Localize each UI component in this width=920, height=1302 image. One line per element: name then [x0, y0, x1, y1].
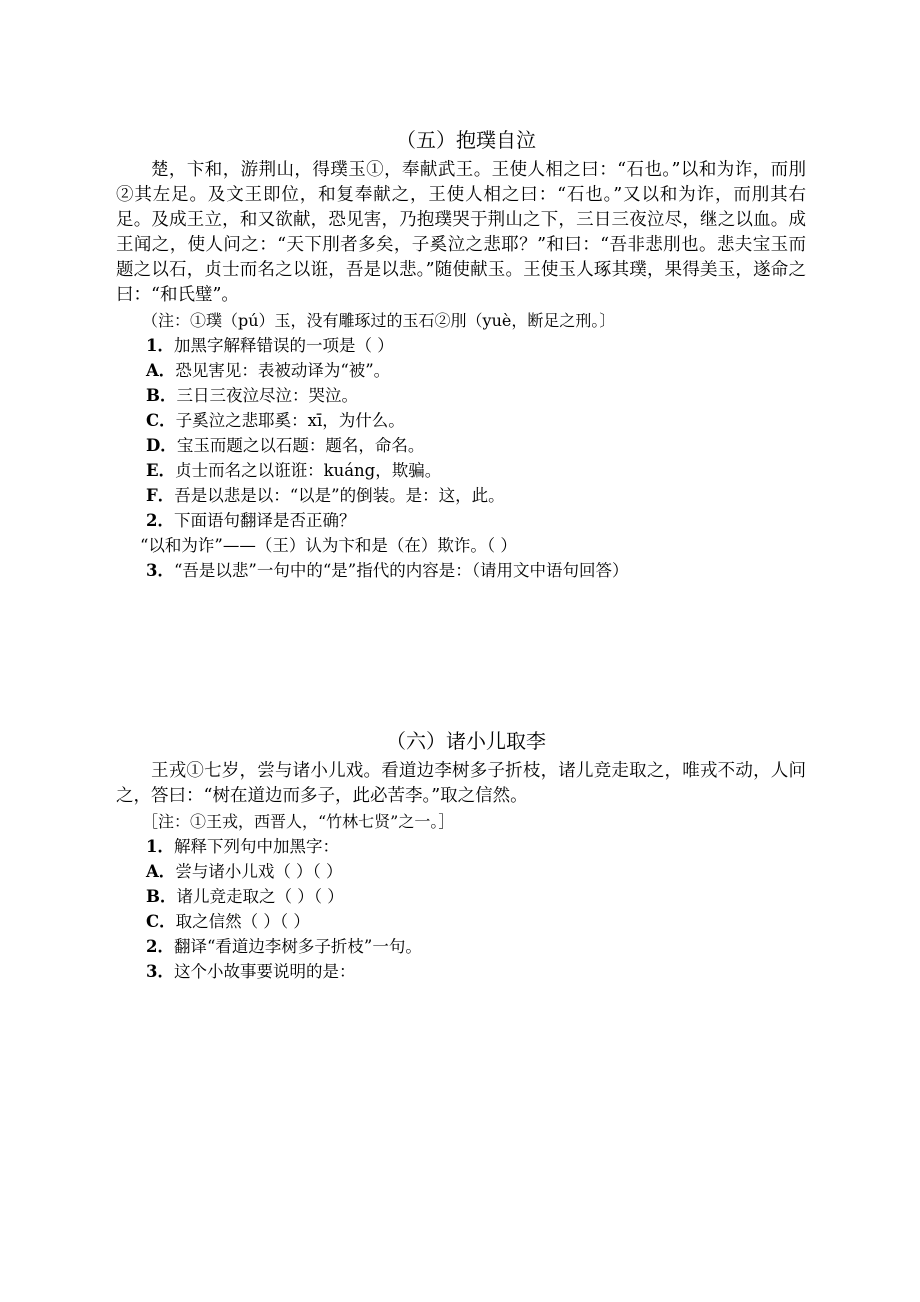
option-text: 诸儿竞走取之（ ）（ ） [176, 887, 344, 906]
question-number: 2． [146, 511, 174, 530]
section-title: （五）抱璞自泣 [396, 128, 536, 152]
question-number: 1． [146, 837, 174, 856]
option-f [116, 483, 806, 508]
option-text: 恐见害见：表被动译为“被”。 [175, 361, 391, 380]
passage-text: 王戎①七岁，尝与诸小儿戏。看道边李树多子折枝，诸儿竞走取之，唯戎不动，人问之，答曰：“树在道边而多子，此必苦李。”取之信然。 [116, 761, 806, 806]
option-label: D． [146, 436, 177, 455]
question-number: 2． [146, 937, 174, 956]
question-number: 3． [146, 561, 174, 580]
option-e [116, 458, 806, 483]
passage-text: 楚，卞和，游荆山，得璞玉①，奉献武王。王使人相之曰：“石也。”以和为诈，而刖②其左足。及文王即位，和复奉献之，王使人相之曰：“石也。”又以和为诈，而刖其右足。及成王立，和又欲献，恐见害，乃抱璞哭于荆山之下，三日三夜泣尽，继之以血。成王闻之，使人问之：“天下刖者多矣，子奚泣之悲耶？”和曰：“吾非悲刖也。悲夫宝玉而题之以石，贞士而名之以诳，吾是以悲。”随使献玉。王使玉人琢其璞，果得美玉，遂命之曰：“和氏璧”。 [116, 160, 806, 305]
annotation-note: ［注：①王戎，西晋人，“竹林七贤”之一。］ [142, 812, 455, 831]
question-number: 1． [146, 336, 174, 355]
option-text: 子奚泣之悲耶奚：xī，为什么。 [175, 411, 405, 430]
option-d [116, 433, 806, 458]
section-title: （六）诸小儿取李 [386, 729, 546, 753]
question-3 [116, 558, 806, 583]
question-2 [116, 508, 806, 533]
option-c [116, 408, 806, 433]
question-3 [116, 959, 806, 984]
option-text: 尝与诸小儿戏（ ）（ ） [175, 862, 343, 881]
question-number: 3． [146, 962, 174, 981]
question-2-statement: “以和为诈”——（王）认为卞和是（在）欺诈。（ ） [140, 536, 517, 555]
option-label: E． [146, 461, 176, 480]
option-label: B． [146, 386, 177, 405]
section-zhu-xiao-er-qu-li [116, 727, 806, 984]
option-c [116, 909, 806, 934]
option-text: 吾是以悲是以：“以是”的倒装。是：这，此。 [174, 486, 505, 505]
question-text: 下面语句翻译是否正确？ [173, 511, 356, 530]
option-label: F． [146, 486, 175, 505]
annotation-note: （注：①璞（pú）玉，没有雕琢过的玉石②刖（yuè，断足之刑。〕 [142, 311, 616, 330]
question-text: 这个小故事要说明的是： [173, 962, 356, 981]
option-a [116, 358, 806, 383]
option-b [116, 383, 806, 408]
question-2 [116, 934, 806, 959]
option-label: A． [146, 361, 176, 380]
question-text: 解释下列句中加黑字： [173, 837, 339, 856]
option-label: A． [146, 862, 176, 881]
section-bao-pu-zi-qi [116, 126, 806, 583]
option-label: C． [146, 411, 176, 430]
option-b [116, 884, 806, 909]
option-label: B． [146, 887, 177, 906]
option-label: C． [146, 912, 176, 931]
option-text: 取之信然（ ）（ ） [175, 912, 310, 931]
option-a [116, 859, 806, 884]
question-1 [116, 834, 806, 859]
question-text: 加黑字解释错误的一项是（ ） [173, 336, 394, 355]
option-text: 宝玉而题之以石题：题名，命名。 [176, 436, 425, 455]
question-text: 翻译“看道边李树多子折枝”一句。 [173, 937, 422, 956]
option-text: 贞士而名之以诳诳：kuáng，欺骗。 [175, 461, 442, 480]
question-1 [116, 333, 806, 358]
option-text: 三日三夜泣尽泣：哭泣。 [176, 386, 358, 405]
question-text: “吾是以悲”一句中的“是”指代的内容是：（请用文中语句回答） [173, 561, 629, 580]
